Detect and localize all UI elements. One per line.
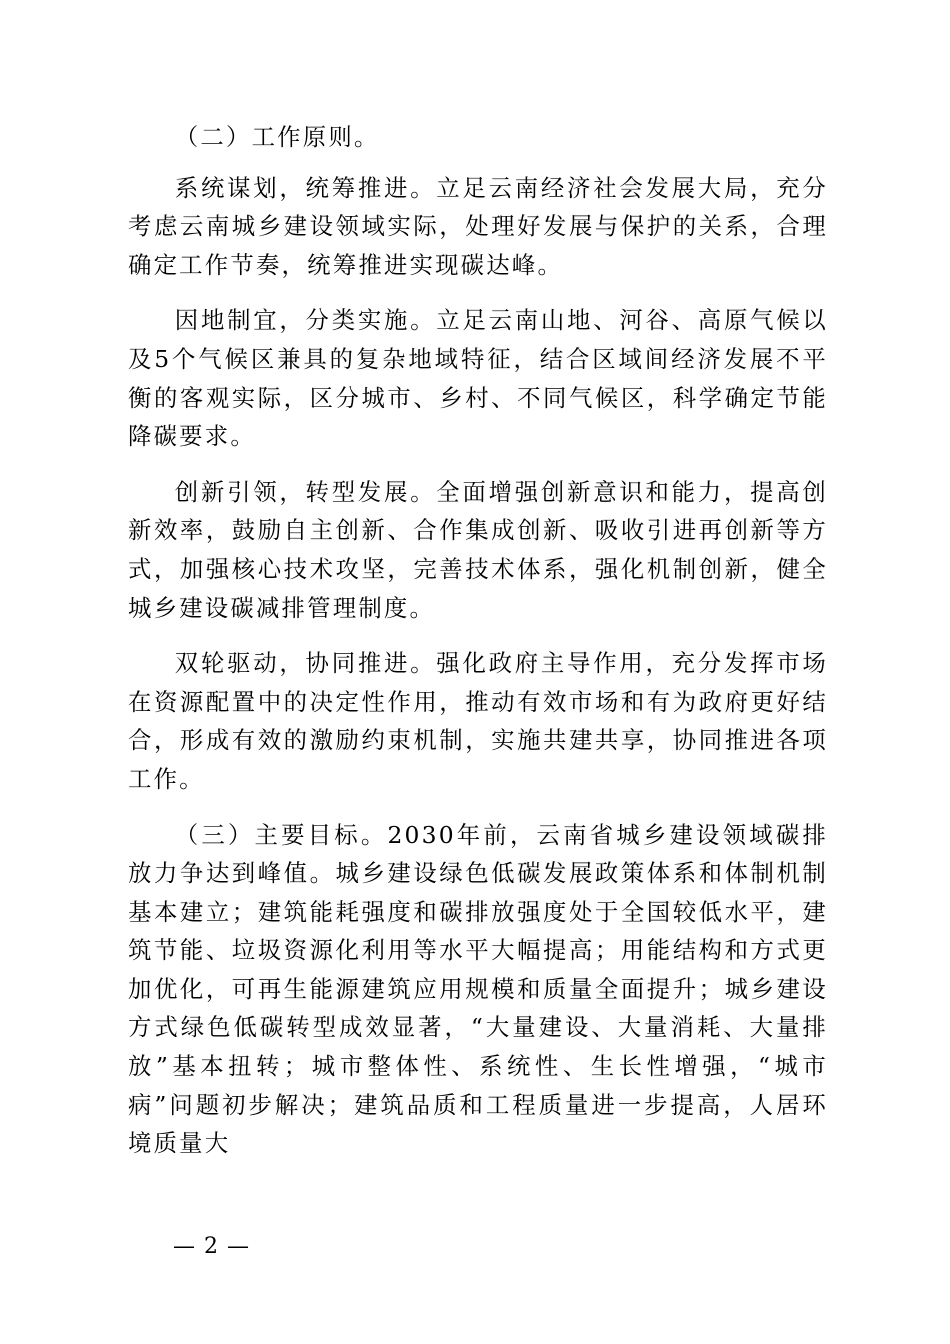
section-paragraph-main-goals: （三）主要目标。2030年前，云南省城乡建设领域碳排放力争达到峰值。城乡建设绿色低碳发展政策体系和体制机制基本建立；建筑能耗强度和碳排放强度处于全国较低水平，建筑节能、垃圾资源化利用等水平大幅提高；用能结构和方式更加优化，可再生能源建筑应用规模和质量全面提升；城乡建设方式绿色低碳转型成效显著，“大量建设、大量消耗、大量排放”基本扭转；城市整体性、系统性、生长性增强，“城市病”问题初步解决；建筑品质和工程质量进一步提高，人居环境质量大 xyxy=(128,820,828,1158)
document-body xyxy=(128,118,828,1180)
principle-paragraph-systematic-planning: 系统谋划，统筹推进。立足云南经济社会发展大局，充分考虑云南城乡建设领域实际，处理好发展与保护的关系，合理确定工作节奏，统筹推进实现碳达峰。 xyxy=(128,173,828,279)
page-number: — 2 — xyxy=(173,1234,250,1259)
principle-paragraph-dual-drive: 双轮驱动，协同推进。强化政府主导作用，充分发挥市场在资源配置中的决定性作用，推动有效市场和有为政府更好结合，形成有效的激励约束机制，实施共建共享，协同推进各项工作。 xyxy=(128,649,828,793)
section-heading-principles: （二）工作原则。 xyxy=(174,123,380,151)
principle-paragraph-innovation: 创新引领，转型发展。全面增强创新意识和能力，提高创新效率，鼓励自主创新、合作集成创新、吸收引进再创新等方式，加强核心技术攻坚，完善技术体系，强化机制创新，健全城乡建设碳减排管理制度。 xyxy=(128,477,828,622)
principle-paragraph-local-conditions: 因地制宜，分类实施。立足云南山地、河谷、高原气候以及5个气候区兼具的复杂地域特征，结合区域间经济发展不平衡的客观实际，区分城市、乡村、不同气候区，科学确定节能降碳要求。 xyxy=(128,306,828,451)
